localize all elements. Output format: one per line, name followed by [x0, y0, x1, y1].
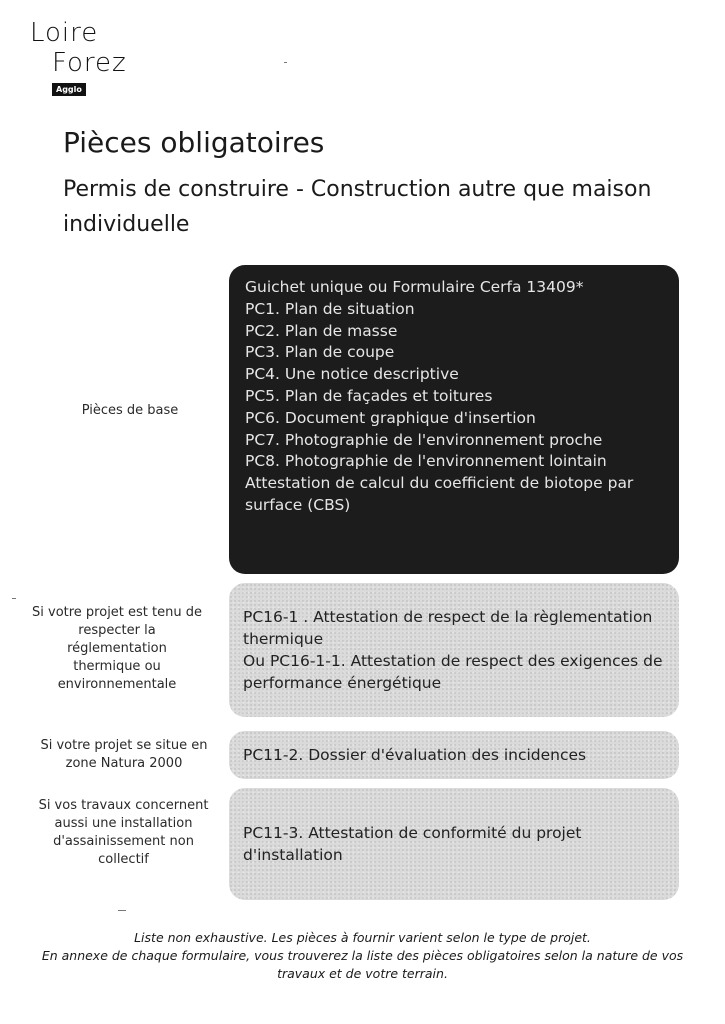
list-item: PC11-3. Attestation de conformité du projet d'installation: [243, 824, 582, 864]
list-item: PC16-1 . Attestation de respect de la règlementation thermique: [243, 608, 653, 648]
footer-line: Liste non exhaustive. Les pièces à fournir varient selon le type de projet.: [134, 930, 591, 945]
list-item: Guichet unique ou Formulaire Cerfa 13409*: [245, 278, 584, 296]
list-item: PC6. Document graphique d'insertion: [245, 408, 536, 427]
page-title: Pièces obligatoires: [63, 126, 325, 159]
logo: [30, 18, 160, 100]
label-reglementation-thermique: Si votre projet est tenu de respecter la réglementation thermique ou environnementale: [32, 605, 202, 692]
label-assainissement: Si vos travaux concernent aussi une installation d'assainissement non collectif: [38, 798, 209, 867]
box-reglementation-thermique: [229, 583, 679, 717]
logo-tag-agglo: Agglo: [52, 83, 86, 96]
footer-note: [20, 929, 705, 983]
list-item: PC11-2. Dossier d'évaluation des incidences: [243, 746, 587, 764]
scan-speck: [118, 910, 126, 911]
logo-text-loire: Loire: [30, 18, 99, 48]
scan-speck: [284, 62, 287, 63]
label-natura-2000: Si votre projet se situe en zone Natura 2000: [40, 738, 208, 771]
page-subtitle: Permis de construire - Construction autre que maison individuelle: [63, 177, 652, 237]
box-natura-2000: [229, 731, 679, 779]
list-item: PC4. Une notice descriptive: [245, 365, 459, 384]
list-item: PC3. Plan de coupe: [245, 343, 395, 362]
label-pieces-de-base: Pièces de base: [81, 403, 179, 418]
list-item: PC7. Photographie de l'environnement proche: [245, 430, 603, 449]
list-item: PC2. Plan de masse: [245, 321, 398, 340]
box-pieces-de-base: [229, 265, 679, 574]
footer-line: En annexe de chaque formulaire, vous trouverez la liste des pièces obligatoires selon la nature de vos travaux et de votre terrain.: [41, 948, 684, 981]
list-item: Attestation de calcul du coefficient de biotope par surface (CBS): [245, 474, 634, 514]
box-assainissement: [229, 788, 679, 900]
list-item: PC8. Photographie de l'environnement lointain: [245, 452, 607, 471]
list-item: Ou PC16-1-1. Attestation de respect des exigences de performance énergétique: [243, 652, 663, 692]
list-item: PC1. Plan de situation: [245, 299, 415, 318]
scan-speck: [12, 598, 16, 599]
list-item: PC5. Plan de façades et toitures: [245, 386, 493, 405]
logo-text-forez: Forez: [52, 48, 127, 78]
